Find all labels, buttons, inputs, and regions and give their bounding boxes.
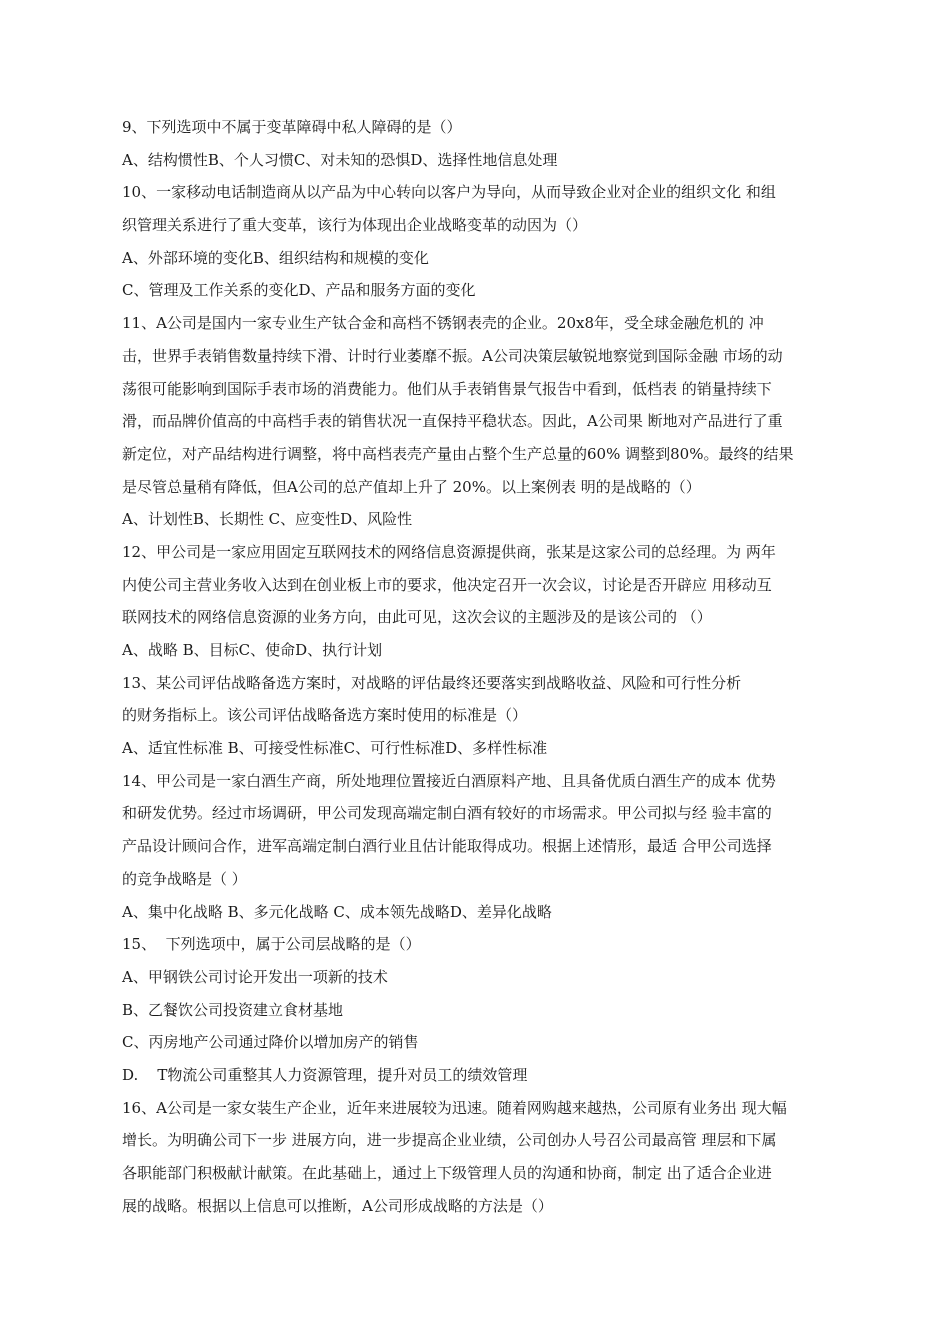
question-16-stem-line-4: 展的战略。根据以上信息可以推断，A公司形成战略的方法是（） xyxy=(122,1196,553,1215)
question-15-option-c: C、丙房地产公司通过降价以增加房产的销售 xyxy=(122,1033,419,1052)
question-10-options-ab: A、外部环境的变化B、组织结构和规模的变化 xyxy=(122,248,429,267)
question-11-stem-line-1: 11、A公司是国内一家专业生产钛合金和高档不锈钢表壳的企业。20x8年，受全球金融危机的 冲 xyxy=(122,314,764,333)
question-12-options: A、战略 B、目标C、使命D、执行计划 xyxy=(122,641,383,659)
question-16-stem-line-3: 各职能部门积极献计献策。在此基础上，通过上下级管理人员的沟通和协商，制定 出了适合企业进 xyxy=(122,1164,772,1182)
question-16-stem-line-2: 增长。为明确公司下一步 进展方向，进一步提高企业业绩，公司创办人号召公司最高管 理层和下属 xyxy=(122,1131,777,1150)
question-13-stem-line-2: 的财务指标上。该公司评估战略备选方案时使用的标准是（） xyxy=(122,706,528,725)
question-11-stem-line-5: 新定位，对产品结构进行调整，将中高档表壳产量由占整个生产总量的60% 调整到80%。最终的结果 xyxy=(122,444,794,463)
question-13-stem-line-1: 13、某公司评估战略备选方案时，对战略的评估最终还要落实到战略收益、风险和可行性分析 xyxy=(122,673,742,692)
question-11-stem-line-3: 荡很可能影响到国际手表市场的消费能力。他们从手表销售景气报告中看到，低档表 的销量持续下 xyxy=(122,379,772,398)
question-16-stem-line-1: 16、A公司是一家女装生产企业，近年来进展较为迅速。随着网购越来越热，公司原有业务出 现大幅 xyxy=(122,1098,787,1117)
question-9-options: A、结构惯性B、个人习惯C、对未知的恐惧D、选择性地信息处理 xyxy=(122,150,558,169)
question-11-stem-line-6: 是尽管总量稍有降低，但A公司的总产值却上升了 20%。以上案例表 明的是战略的（） xyxy=(122,477,701,496)
question-11-options: A、计划性B、长期性 C、应变性D、风险性 xyxy=(122,510,413,529)
question-15-option-a: A、甲钢铁公司讨论开发出一项新的技术 xyxy=(122,967,388,986)
question-14-stem-line-2: 和研发优势。经过市场调研，甲公司发现高端定制白酒有较好的市场需求。甲公司拟与经 验丰富的 xyxy=(122,804,772,823)
document-body xyxy=(122,111,830,1222)
question-12-stem-line-2: 内使公司主营业务收入达到在创业板上市的要求，他决定召开一次会议，讨论是否开辟应 用移动互 xyxy=(122,575,772,594)
question-11-stem-line-4: 滑，而品牌价值高的中高档手表的销售状况一直保持平稳状态。因此，A公司果 断地对产品进行了重 xyxy=(122,412,783,431)
question-11-stem-line-2: 击，世界手表销售数量持续下滑、计时行业萎靡不振。A公司决策层敏锐地察觉到国际金融 市场的动 xyxy=(122,346,783,365)
question-10-options-cd: C、管理及工作关系的变化D、产品和服务方面的变化 xyxy=(122,281,476,300)
question-12-stem-line-3: 联网技术的网络信息资源的业务方向，由此可见，这次会议的主题涉及的是该公司的 （） xyxy=(122,608,712,627)
question-14-stem-line-3: 产品设计顾问合作，进军高端定制白酒行业且估计能取得成功。根据上述情形，最适 合甲公司选择 xyxy=(122,837,772,856)
question-15-option-d: D. T物流公司重整其人力资源管理，提升对员工的绩效管理 xyxy=(122,1065,528,1084)
question-15-option-b: B、乙餐饮公司投资建立食材基地 xyxy=(122,1000,344,1019)
question-14-options: A、集中化战略 B、多元化战略 C、成本领先战略D、差异化战略 xyxy=(122,902,552,921)
question-10-stem-line-2: 织管理关系进行了重大变革，该行为体现出企业战略变革的动因为（） xyxy=(122,216,588,235)
question-14-stem-line-1: 14、甲公司是一家白酒生产商，所处地理位置接近白酒原料产地、且具备优质白酒生产的成本 优势 xyxy=(122,771,776,790)
question-15-stem: 15、 下列选项中，属于公司层战略的是（） xyxy=(122,935,421,954)
question-10-stem-line-1: 10、一家移动电话制造商从以产品为中心转向以客户为导向，从而导致企业对企业的组织文化 和组 xyxy=(122,183,776,202)
question-14-stem-line-4: 的竞争战略是（ ） xyxy=(122,869,247,888)
question-12-stem-line-1: 12、甲公司是一家应用固定互联网技术的网络信息资源提供商，张某是这家公司的总经理。为 两年 xyxy=(122,542,776,561)
question-9-stem: 9、下列选项中不属于变革障碍中私人障碍的是（） xyxy=(122,118,462,136)
question-13-options: A、适宜性标准 B、可接受性标准C、可行性标准D、多样性标准 xyxy=(122,739,548,758)
